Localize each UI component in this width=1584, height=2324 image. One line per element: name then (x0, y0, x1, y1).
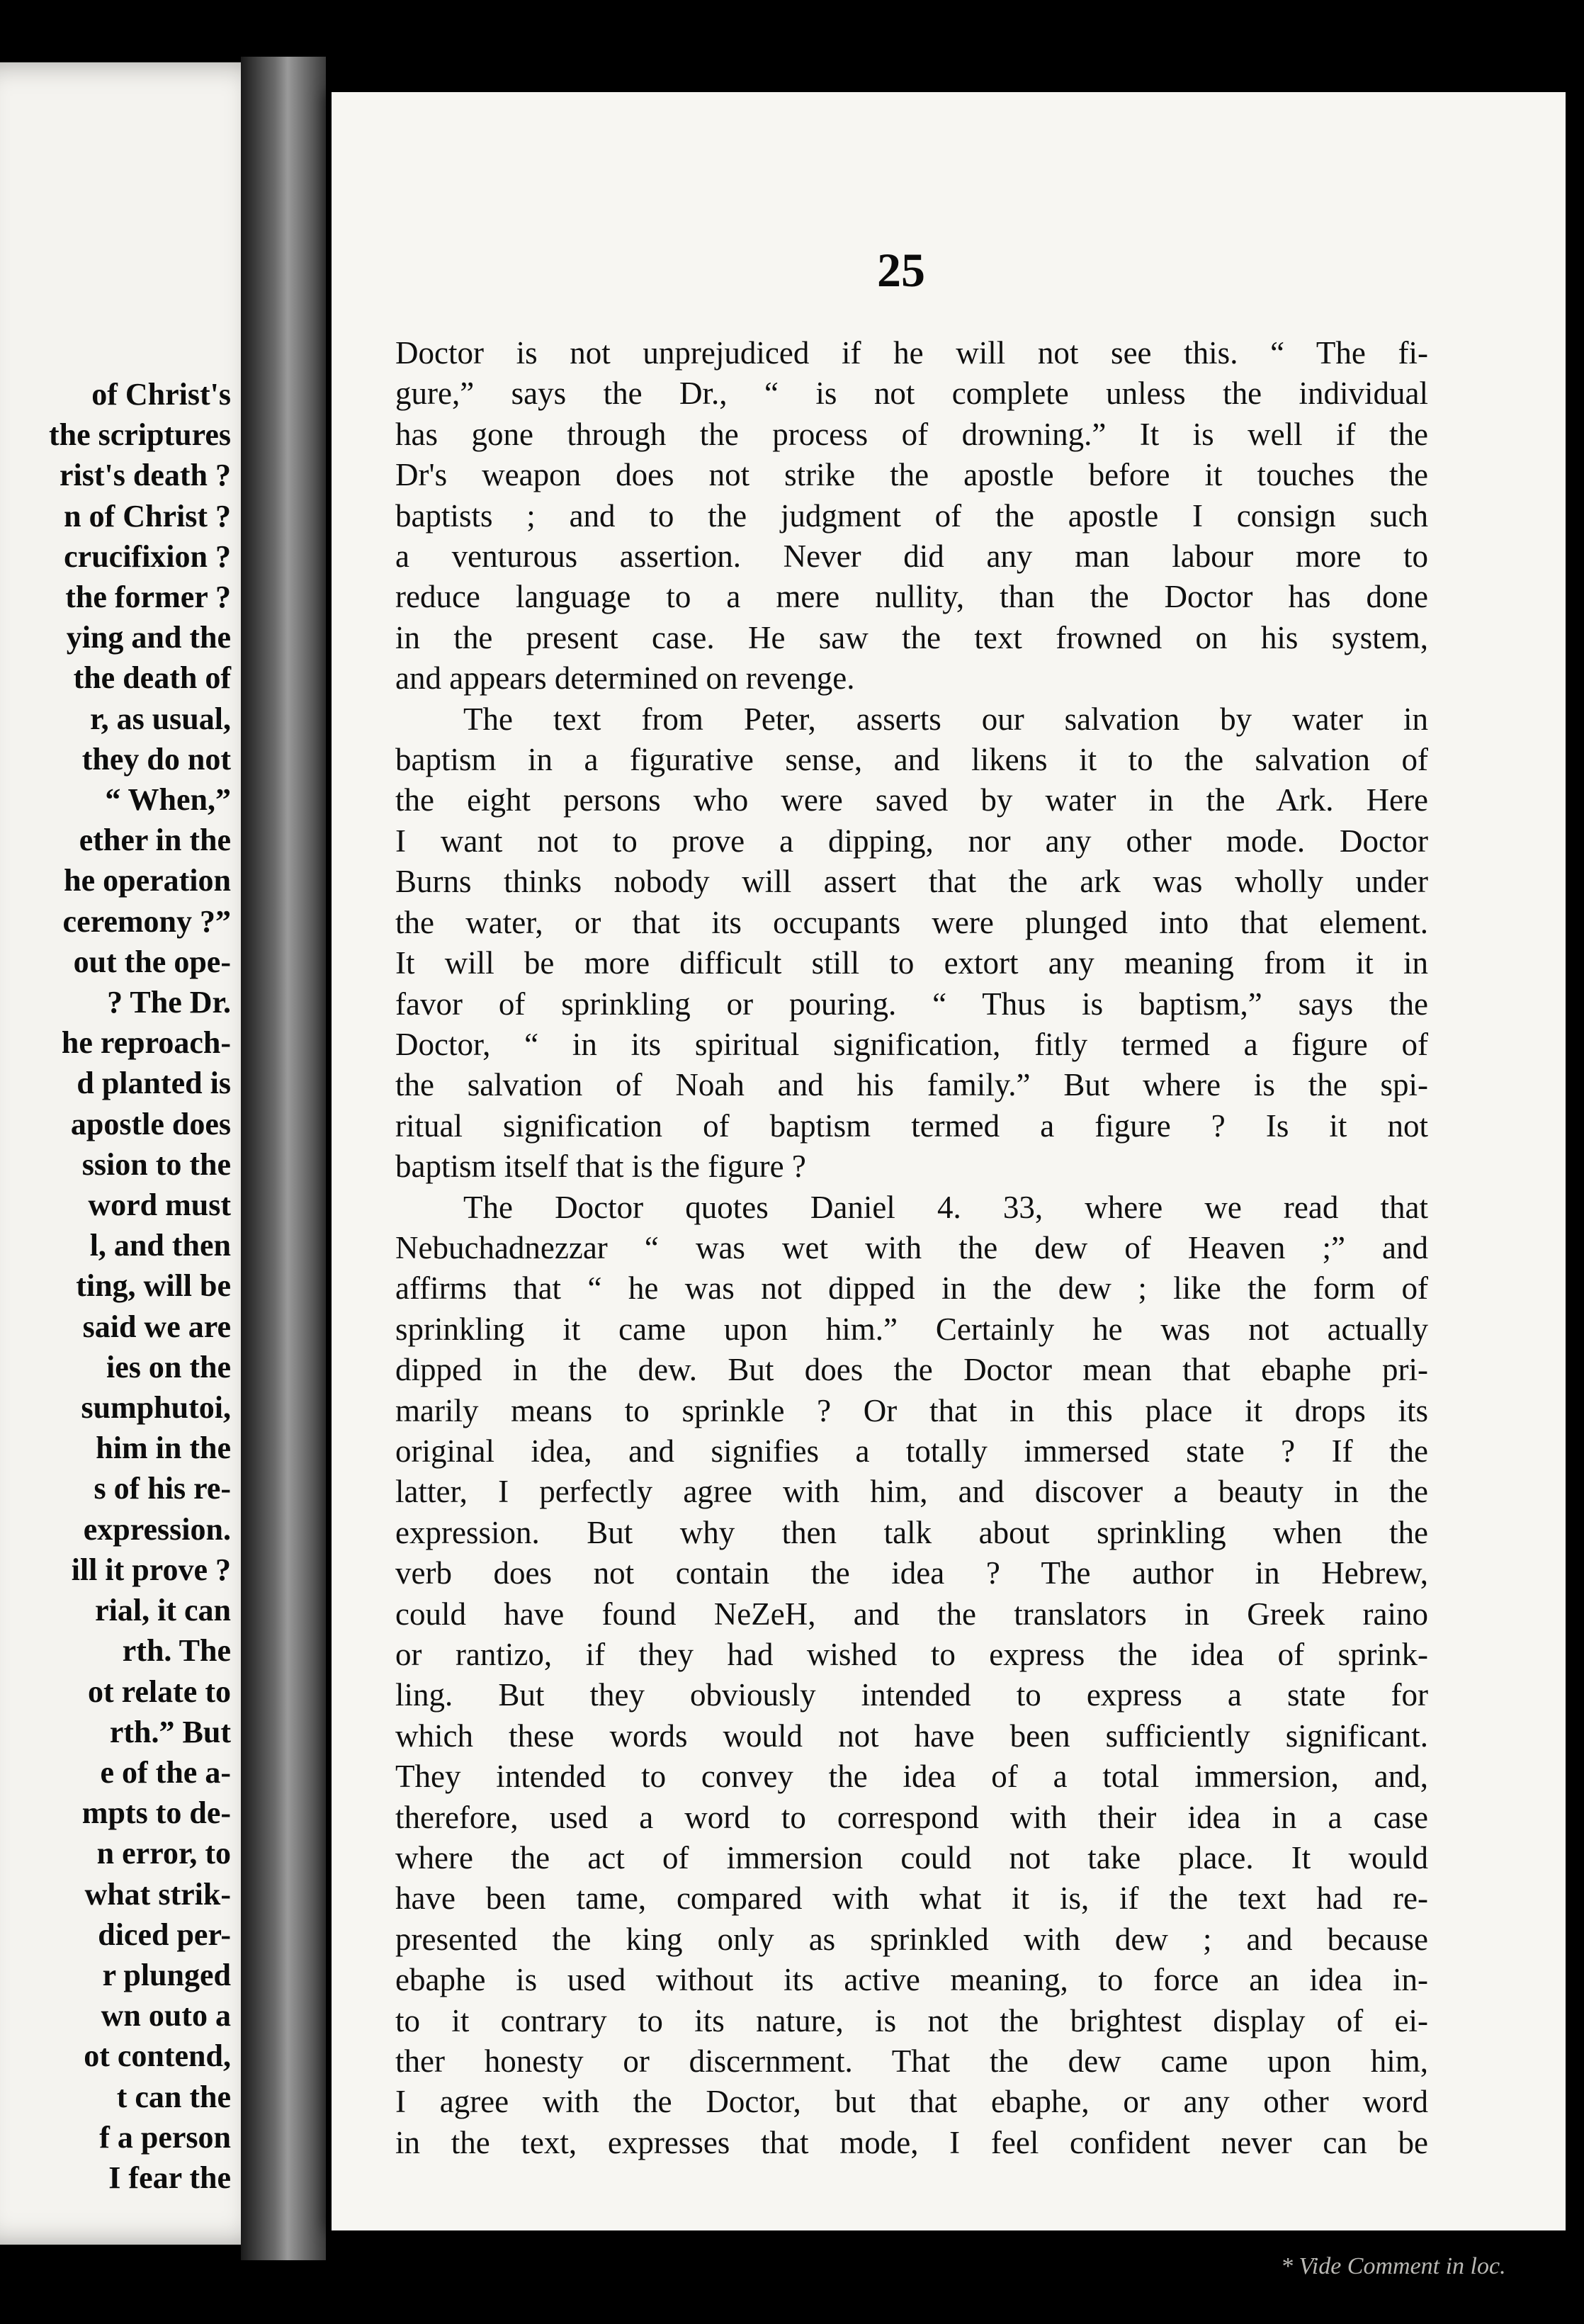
facing-page-line: the scriptures (48, 417, 231, 453)
text-line: therefore, used a word to correspond with their idea in a case (395, 1799, 1428, 1835)
text-line: ritual signification of baptism termed a figure ? Is it not (395, 1107, 1428, 1144)
facing-page-line: out the ope- (73, 944, 231, 979)
text-line: to it contrary to its nature, is not the brightest display of ei- (395, 2002, 1428, 2038)
book-page (332, 92, 1566, 2279)
facing-page-line: r plunged (102, 1957, 231, 1992)
text-line: have been tame, compared with what it is, if the text had re- (395, 1880, 1428, 1917)
facing-page-line: rial, it can (95, 1593, 231, 1628)
facing-page-line: crucifixion ? (64, 538, 231, 574)
facing-page-line: he reproach- (61, 1025, 231, 1061)
text-line: could have found NeZeH, and the translators in Greek raino (395, 1596, 1428, 1632)
text-line: original idea, and signifies a totally immersed state ? If the (395, 1433, 1428, 1469)
text-line: or rantizo, if they had wished to express the idea of sprink- (395, 1637, 1428, 1672)
facing-page (0, 62, 276, 2245)
text-line: a venturous assertion. Never did any man labour more to (395, 538, 1428, 575)
facing-page-line: ether in the (79, 823, 231, 858)
text-line: presented the king only as sprinkled with dew ; and because (395, 1921, 1428, 1957)
text-line: I agree with the Doctor, but that ebaphe, or any other word (395, 2084, 1428, 2120)
text-line: in the text, expresses that mode, I feel confident never can be (395, 2124, 1428, 2160)
facing-page-line: expression. (83, 1511, 231, 1547)
facing-page-line: wn outo a (101, 1998, 231, 2034)
page-number: 25 (877, 243, 925, 297)
facing-page-line: him in the (96, 1431, 231, 1466)
footnote-ghost: * Vide Comment in loc. (1281, 2253, 1506, 2279)
text-line: baptism in a figurative sense, and likens it to the salvation of (395, 742, 1428, 778)
text-line: ling. But they obviously intended to express a state for (395, 1677, 1428, 1713)
facing-page-line: ceremony ?” (62, 903, 231, 939)
text-line: dipped in the dew. But does the Doctor mean that ebaphe pri- (395, 1352, 1428, 1388)
facing-page-line: rth.” But (109, 1714, 231, 1749)
facing-page-line: “ When,” (105, 782, 231, 818)
facing-page-line: diced per- (98, 1917, 231, 1952)
text-line: has gone through the process of drowning.” It is well if the (395, 416, 1428, 452)
page-body-text (395, 333, 1428, 2163)
facing-page-line: ssion to the (81, 1146, 231, 1182)
facing-page-line: ill it prove ? (71, 1552, 231, 1587)
facing-page-line: apostle does (70, 1106, 231, 1141)
text-line: It will be more difficult still to extort any meaning from it in (395, 945, 1428, 981)
facing-page-line: d planted is (77, 1066, 231, 1101)
text-line: verb does not contain the idea ? The author in Hebrew, (395, 1555, 1428, 1591)
facing-page-line: rth. The (122, 1633, 231, 1669)
text-line: Dr's weapon does not strike the apostle before it touches the (395, 457, 1428, 493)
text-line: and appears determined on revenge. (395, 660, 855, 696)
facing-page-line: l, and then (89, 1228, 231, 1263)
facing-page-line: what strik- (84, 1876, 231, 1912)
text-line: gure,” says the Dr., “ is not complete unless the individual (395, 376, 1428, 412)
facing-page-line: t can the (116, 2079, 231, 2114)
book-gutter (241, 57, 326, 2260)
text-line: baptism itself that is the figure ? (395, 1149, 806, 1185)
facing-page-line: ot relate to (88, 1674, 231, 1709)
text-line: the eight persons who were saved by water in the Ark. Here (395, 782, 1428, 818)
facing-page-line: they do not (81, 741, 231, 777)
facing-page-line: ies on the (106, 1349, 231, 1384)
facing-page-line: r, as usual, (90, 701, 231, 736)
text-line: ebaphe is used without its active meaning, to force an idea in- (395, 1962, 1428, 1998)
facing-page-line: said we are (82, 1309, 231, 1344)
facing-page-line: ? The Dr. (107, 985, 231, 1020)
facing-page-line: ot contend, (84, 2038, 231, 2074)
facing-page-line: n of Christ ? (64, 498, 231, 534)
text-line: baptists ; and to the judgment of the apostle I consign such (395, 497, 1428, 534)
facing-page-line: ying and the (66, 620, 231, 655)
text-line: the water, or that its occupants were plunged into that element. (395, 904, 1428, 940)
text-line: latter, I perfectly agree with him, and discover a beauty in the (395, 1474, 1428, 1510)
facing-page-text (0, 374, 231, 2198)
text-line: marily means to sprinkle ? Or that in this place it drops its (395, 1392, 1428, 1428)
facing-page-line: sumphutoi, (81, 1390, 231, 1426)
facing-page-line: word must (88, 1188, 231, 1223)
facing-page-line: s of his re- (94, 1471, 231, 1506)
text-line: Doctor, “ in its spiritual signification, fitly termed a figure of (395, 1026, 1428, 1062)
text-line: where the act of immersion could not take place. It would (395, 1840, 1428, 1876)
text-line: reduce language to a mere nullity, than the Doctor has done (395, 579, 1428, 615)
facing-page-line: e of the a- (100, 1754, 231, 1790)
text-line: ther honesty or discernment. That the dew came upon him, (395, 2043, 1428, 2080)
facing-page-line: the death of (73, 660, 231, 696)
facing-page-line: the former ? (65, 580, 231, 615)
text-line: Doctor is not unprejudiced if he will not see this. “ The fi- (395, 335, 1428, 371)
facing-page-line: ting, will be (76, 1268, 231, 1304)
text-line: expression. But why then talk about sprinkling when the (395, 1514, 1428, 1550)
text-line: favor of sprinkling or pouring. “ Thus is baptism,” says the (395, 986, 1428, 1022)
facing-page-line: of Christ's (91, 377, 231, 412)
text-line: sprinkling it came upon him.” Certainly he was not actually (395, 1311, 1428, 1347)
text-line: which these words would not have been sufficiently significant. (395, 1717, 1428, 1754)
text-line: in the present case. He saw the text frowned on his system, (395, 619, 1428, 655)
text-line: the salvation of Noah and his family.” But where is the spi- (395, 1067, 1428, 1103)
facing-page-line: f a person (99, 2119, 231, 2155)
facing-page-line: I fear the (108, 2160, 231, 2195)
text-line: I want not to prove a dipping, nor any other mode. Doctor (395, 823, 1428, 859)
text-line: Nebuchadnezzar “ was wet with the dew of Heaven ;” and (395, 1229, 1428, 1265)
text-line: Burns thinks nobody will assert that the ark was wholly under (395, 864, 1428, 900)
text-line: The text from Peter, asserts our salvation by water in (463, 701, 1428, 737)
facing-page-line: n error, to (96, 1836, 231, 1871)
facing-page-line: he operation (64, 863, 231, 898)
text-line: They intended to convey the idea of a total immersion, and, (395, 1759, 1428, 1795)
facing-page-line: rist's death ? (60, 458, 231, 493)
text-line: affirms that “ he was not dipped in the dew ; like the form of (395, 1270, 1428, 1307)
facing-page-line: mpts to de- (81, 1795, 231, 1831)
text-line: The Doctor quotes Daniel 4. 33, where we read that (463, 1189, 1428, 1225)
